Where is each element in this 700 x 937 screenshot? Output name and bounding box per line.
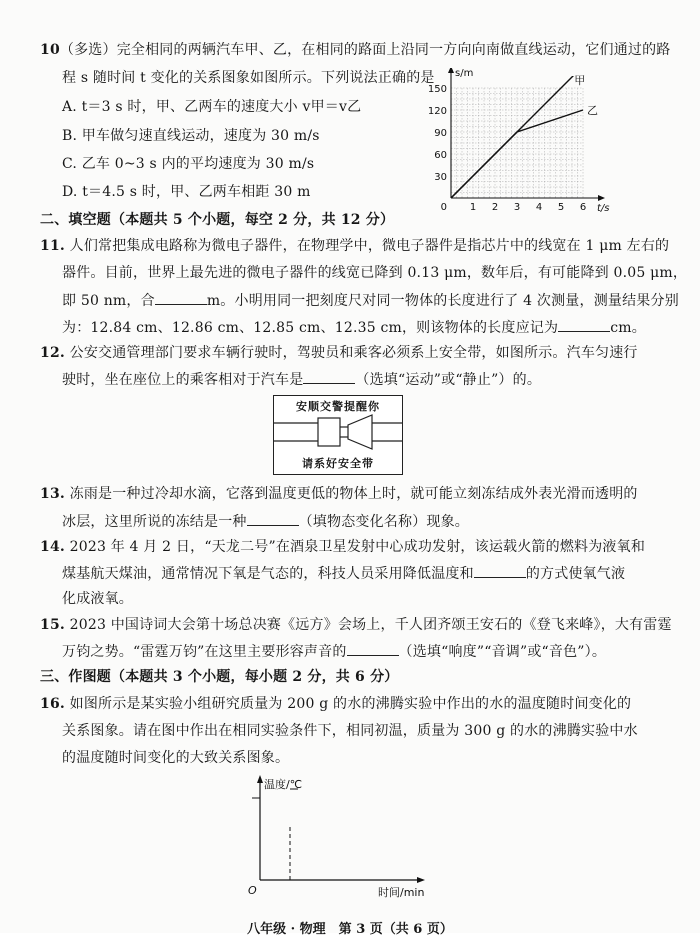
answer-blank[interactable] (347, 641, 399, 656)
origin-label: O (248, 884, 257, 897)
question-text: 煤基航天煤油，通常情况下氧是气态的，科技人员采用降低温度和 (62, 566, 474, 582)
x-tick-label: 5 (557, 202, 565, 213)
graph-labels (428, 68, 610, 214)
sign-bottom-text: 请系好安全带 (302, 457, 374, 470)
question-11-line1 (40, 236, 669, 256)
question-text: （选填“运动”或“静止”）的。 (355, 372, 542, 388)
question-text: 冰层，这里所说的冻结是一种 (62, 514, 247, 530)
question-11-line2: 器件。目前，世界上最先进的微电子器件的线宽已降到 0.13 μm，数年后，有可能降到 0.05 μm， (62, 265, 688, 281)
question-text: 2023 年 4 月 2 日，“天龙二号”在酒泉卫星发射中心成功发射，该运载火箭的燃料为液氧和 (69, 539, 646, 555)
question-16-line3: 的温度随时间变化的大致关系图象。 (62, 750, 290, 766)
st-graph (425, 68, 615, 218)
answer-blank[interactable] (303, 369, 355, 384)
question-text: 万钧之势。“雷霆万钧”在这里主要形容声音的 (62, 644, 347, 660)
y-axis-arrow (257, 775, 263, 783)
answer-blank[interactable] (155, 290, 207, 305)
question-14-line3: 化成液氧。 (62, 591, 133, 607)
question-text: 如图所示是某实验小组研究质量为 200 g 的水的沸腾实验中作出的水的温度随时间变化的 (69, 696, 632, 712)
question-15-line2 (62, 641, 606, 662)
answer-blank[interactable] (247, 511, 299, 526)
x-tick-label: 1 (469, 202, 477, 213)
seatbelt-icon (274, 413, 402, 453)
y-tick-label: 150 (427, 84, 447, 95)
question-13-line1 (40, 484, 638, 504)
question-12-line1 (40, 343, 638, 363)
x-axis-arrow (417, 877, 425, 883)
y-tick-label: 120 (427, 106, 447, 117)
option-d: D. t＝4.5 s 时，甲、乙两车相距 30 m (62, 184, 311, 200)
question-text: （多选）完全相同的两辆汽车甲、乙，在相同的路面上沿同一方向向南做直线运动，它们通过的路 (59, 42, 671, 58)
question-number: 12. (40, 345, 65, 361)
option-c: C. 乙车 0~3 s 内的平均速度为 30 m/s (62, 156, 315, 172)
question-text: m。小明用同一把刻度尺对同一物体的长度进行了 4 次测量，测量结果分别 (206, 293, 679, 309)
question-11-line3 (62, 290, 679, 311)
question-number: 15. (40, 617, 65, 633)
seatbelt-sign (273, 395, 403, 475)
graph-grid (451, 88, 583, 198)
question-number: 10 (40, 42, 60, 58)
question-10-line1 (40, 40, 671, 60)
question-text: 冻雨是一种过冷却水滴，它落到温度更低的物体上时，就可能立刻冻结成外表光滑而透明的 (69, 486, 638, 502)
question-text: （选填“响度”“音调”或“音色”）。 (398, 644, 607, 660)
y-tick-label: 90 (434, 128, 447, 139)
question-text: （填物态变化名称）现象。 (298, 514, 470, 530)
question-number: 16. (40, 696, 65, 712)
option-a: A. t＝3 s 时，甲、乙两车的速度大小 v甲＝v乙 (62, 99, 362, 115)
question-text: 驶时，坐在座位上的乘客相对于汽车是 (62, 372, 304, 388)
x-tick-label: 4 (535, 202, 543, 213)
question-13-line2 (62, 511, 469, 532)
y-tick-label: 60 (434, 150, 447, 161)
question-text: 即 50 nm，合 (62, 293, 155, 309)
sign-top-text: 安顺交警提醒你 (296, 400, 380, 413)
question-text: 的方式使氧气液 (525, 566, 626, 582)
question-text: cm。 (610, 320, 646, 336)
x-tick-label: 2 (491, 202, 499, 213)
section-2-title: 二、填空题（本题共 5 个小题，每空 2 分，共 12 分） (40, 212, 395, 228)
question-14-line1 (40, 537, 645, 557)
question-12-line2 (62, 369, 541, 390)
y-tick-label: 30 (434, 172, 447, 183)
x-tick-label: 3 (513, 202, 521, 213)
page-footer: 八年级 · 物理 第 3 页（共 6 页） (247, 922, 453, 937)
question-number: 14. (40, 539, 65, 555)
section-3-title: 三、作图题（本题共 3 个小题，每小题 2 分，共 6 分） (40, 669, 399, 685)
x-axis-label: 时间/min (378, 886, 425, 899)
question-number: 13. (40, 486, 65, 502)
question-text: 人们常把集成电路称为微电子器件，在物理学中，微电子器件是指芯片中的线宽在 1 μm 左右的 (69, 238, 670, 254)
question-text: 2023 中国诗词大会第十场总决赛《远方》会场上，千人团齐颂王安石的《登飞来峰》，大有雷霆 (69, 617, 672, 633)
answer-blank[interactable] (558, 317, 610, 332)
question-text: 公安交通管理部门要求车辆行驶时，驾驶员和乘客必须系上安全带，如图所示。汽车匀速行 (69, 345, 638, 361)
question-number: 11. (40, 238, 65, 254)
question-text: 为：12.84 cm、12.86 cm、12.85 cm、12.35 cm，则该物体的长度应记为 (62, 320, 559, 336)
question-15-line1 (40, 615, 672, 635)
temperature-graph (240, 770, 440, 900)
question-16-line2: 关系图象。请在图中作出在相同实验条件下，相同初温，质量为 300 g 的水的沸腾实验中水 (62, 723, 638, 739)
x-tick-label: 6 (579, 202, 587, 213)
y-axis-label: 温度/℃ (264, 778, 303, 791)
question-16-line1 (40, 694, 631, 714)
series-label-jia: 甲 (574, 74, 586, 87)
y-axis-arrow (448, 68, 454, 73)
y-axis-label: s/m (455, 68, 474, 79)
question-11-line4 (62, 317, 646, 338)
series-label-yi: 乙 (587, 104, 598, 117)
question-14-line2 (62, 563, 625, 584)
origin-label: 0 (440, 202, 447, 213)
x-axis-arrow (598, 195, 605, 201)
temperature-graph-content (248, 775, 425, 899)
answer-blank[interactable] (474, 563, 526, 578)
x-axis-label: t/s (597, 203, 610, 214)
question-10-line2: 程 s 随时间 t 变化的关系图象如图所示。下列说法正确的是 (62, 70, 435, 86)
option-b: B. 甲车做匀速直线运动，速度为 30 m/s (62, 128, 320, 144)
